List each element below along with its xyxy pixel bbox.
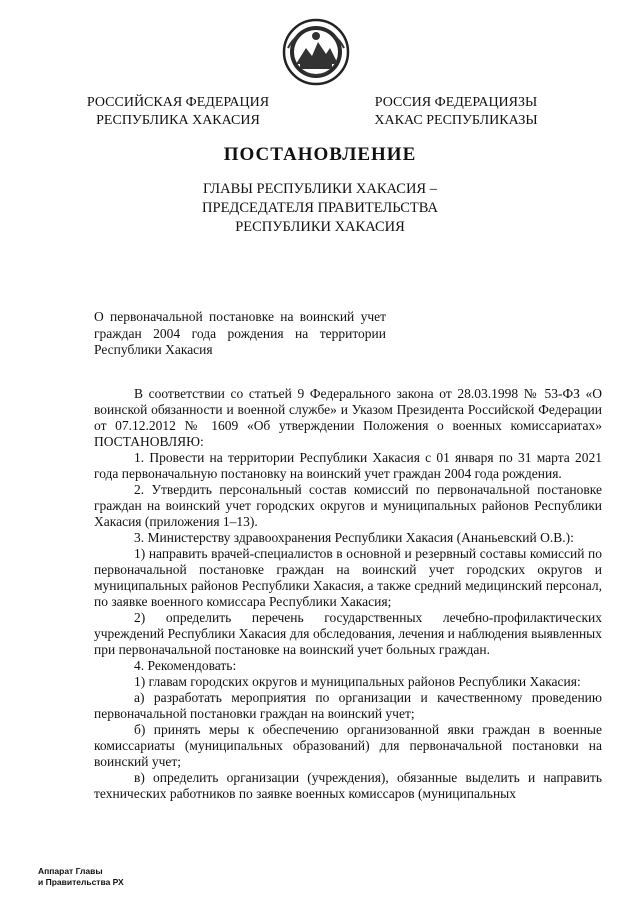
registry-stamp: [38, 866, 124, 888]
header-right-line: ХАКАС РЕСПУБЛИКАЗЫ: [374, 113, 538, 128]
stamp-line: Аппарат Главы: [38, 866, 103, 876]
document-body: [94, 386, 602, 802]
paragraph: 3. Министерству здравоохранения Республики Хакасия (Ананьевский О.В.):: [134, 530, 574, 545]
header-left-line: РОССИЙСКАЯ ФЕДЕРАЦИЯ: [86, 95, 270, 110]
issuer-line: РЕСПУБЛИКИ ХАКАСИЯ: [235, 219, 405, 235]
paragraph: 1) направить врачей-специалистов в основной и резервный составы комиссий по первоначальной постановке граждан на воинский учет городских округов и муниципальных районов Республики Хакасия, а также средний медицинский персонал, по заявке военного комиссара Республики Хакасия;: [94, 546, 602, 609]
paragraph: 2. Утвердить персональный состав комиссий по первоначальной постановке граждан на воинский учет городских округов и муниципальных районов Республики Хакасия (приложения 1–13).: [94, 482, 602, 529]
header-right-line: РОССИЯ ФЕДЕРАЦИЯЗЫ: [374, 95, 538, 110]
header-khakas: [356, 94, 556, 130]
paragraph: В соответствии со статьей 9 Федерального закона от 28.03.1998 № 53-ФЗ «О воинской обязанности и военной службе» и Указом Президента Российской Федерации от 07.12.2012 № 1609 «Об утверждении Положения о военных комиссариатах» ПОСТАНОВЛЯЮ:: [94, 386, 602, 449]
stamp-line: и Правительства РХ: [38, 877, 124, 887]
paragraph: в) определить организации (учреждения), обязанные выделить и направить технических работников по заявке военных комиссаров (муниципальных: [94, 770, 602, 801]
paragraph: а) разработать мероприятия по организации и качественному проведению первоначальной постановки граждан на воинский учет;: [94, 690, 602, 721]
issuer-line: ГЛАВЫ РЕСПУБЛИКИ ХАКАСИЯ –: [203, 181, 437, 197]
header-russian-federation: [78, 94, 278, 130]
paragraph: 1. Провести на территории Республики Хакасия с 01 января по 31 марта 2021 года первоначальную постановку на воинский учет граждан 2004 года рождения.: [94, 450, 602, 481]
coat-of-arms-emblem-icon: [282, 18, 350, 86]
paragraph: б) принять меры к обеспечению организованной явки граждан в военные комиссариаты (муниципальных образований) для первоначальной постановки на воинский учет;: [94, 722, 602, 769]
paragraph: 2) определить перечень государственных лечебно-профилактических учреждений Республики Хакасия для обследования, лечения и наблюдения выявленных при первоначальной постановке на воинский учет больных граждан.: [94, 610, 602, 657]
document-issuer: [0, 180, 640, 237]
document-title: ПОСТАНОВЛЕНИЕ: [223, 144, 417, 165]
document-subject: О первоначальной постановке на воинский учет граждан 2004 года рождения на территории Республики Хакасия: [94, 309, 386, 357]
paragraph: 1) главам городских округов и муниципальных районов Республики Хакасия:: [134, 674, 581, 689]
issuer-line: ПРЕДСЕДАТЕЛЯ ПРАВИТЕЛЬСТВА: [202, 200, 438, 216]
header-left-line: РЕСПУБЛИКА ХАКАСИЯ: [96, 113, 260, 128]
paragraph: 4. Рекомендовать:: [134, 658, 237, 673]
